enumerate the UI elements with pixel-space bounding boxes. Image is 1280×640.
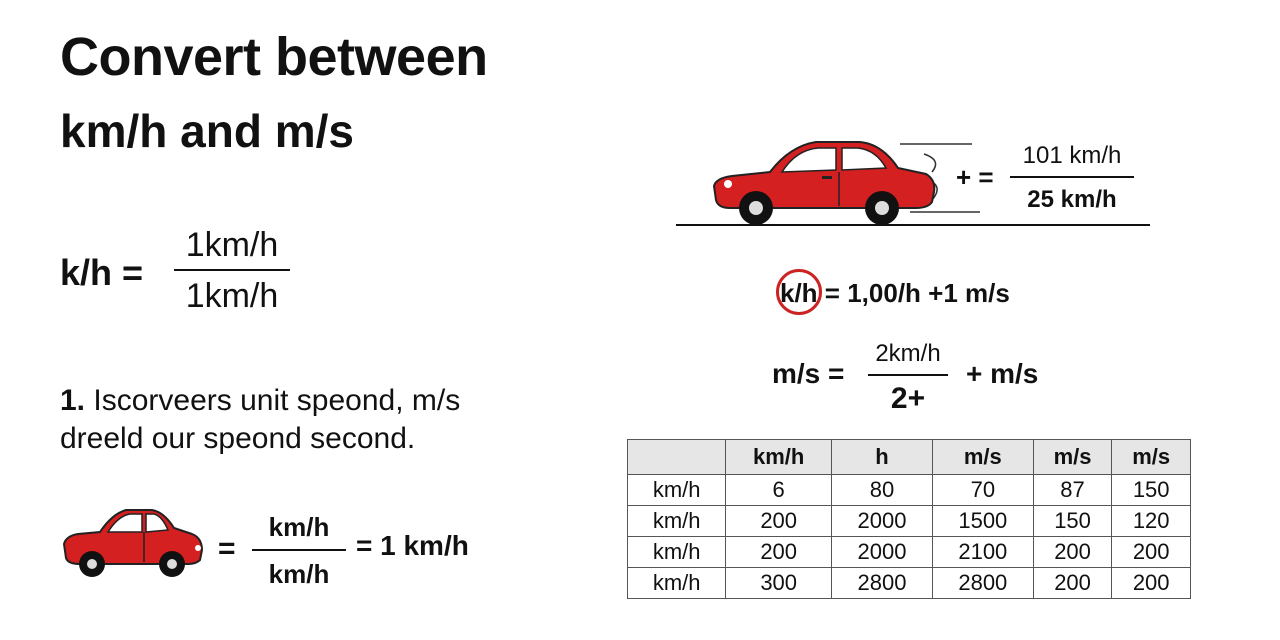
table-cell: 6 <box>726 475 832 506</box>
step-line-2: dreeld our speond second. <box>60 422 416 455</box>
table-cell: 2100 <box>932 537 1033 568</box>
fraction-bar <box>1010 176 1134 178</box>
speeding-car-icon <box>710 138 980 228</box>
table-cell: 200 <box>726 537 832 568</box>
fraction-numerator: km/h <box>268 512 330 542</box>
table-header-cell: m/s <box>932 440 1033 475</box>
step-note <box>60 382 460 458</box>
table-cell: 87 <box>1033 475 1112 506</box>
table-cell: km/h <box>628 568 726 599</box>
table-cell: 200 <box>1112 537 1191 568</box>
table-row <box>628 475 1191 506</box>
fraction-bar <box>868 374 948 376</box>
fraction-denominator: 1km/h <box>185 277 279 315</box>
table-cell: 150 <box>1112 475 1191 506</box>
step-line-1: Iscorveers unit speond, m/s <box>93 384 461 417</box>
table-cell: 120 <box>1112 506 1191 537</box>
fraction <box>174 226 290 316</box>
fraction-denominator: 25 km/h <box>1027 186 1117 213</box>
table-row <box>628 506 1191 537</box>
table-cell: 80 <box>832 475 933 506</box>
fraction-denominator: km/h <box>268 559 330 589</box>
table-cell: km/h <box>628 475 726 506</box>
equation-circled <box>780 278 1010 309</box>
fraction-bar <box>174 269 290 271</box>
equation-rest: = 1,00/h +1 m/s <box>817 278 1010 308</box>
table-cell: 2000 <box>832 537 933 568</box>
table-cell: 200 <box>1033 537 1112 568</box>
table-header-cell: h <box>832 440 933 475</box>
fraction-bar <box>252 549 346 551</box>
table-cell: 2000 <box>832 506 933 537</box>
table-header-cell: m/s <box>1033 440 1112 475</box>
table-row <box>628 537 1191 568</box>
page-title: Convert between <box>60 27 488 87</box>
table-cell: 70 <box>932 475 1033 506</box>
table-cell: 200 <box>1033 568 1112 599</box>
table-row <box>628 568 1191 599</box>
car-icon <box>60 506 206 582</box>
table-cell: 200 <box>1112 568 1191 599</box>
equation-ms <box>772 340 1072 420</box>
step-number: 1. <box>60 384 86 417</box>
equation-rhs: + m/s <box>966 358 1039 389</box>
table-cell: 200 <box>726 506 832 537</box>
conversion-table <box>627 439 1191 599</box>
table-header-row <box>628 440 1191 475</box>
fraction <box>1010 142 1134 214</box>
fraction-numerator: 101 km/h <box>1022 142 1122 169</box>
table-header-cell: m/s <box>1112 440 1191 475</box>
equals-sign: = <box>218 532 236 565</box>
fraction-denominator: 2+ <box>890 382 926 415</box>
page-subtitle: km/h and m/s <box>60 105 354 157</box>
table-cell: 2800 <box>932 568 1033 599</box>
equation-car-ratio <box>218 510 518 590</box>
road-line <box>676 224 1150 226</box>
circled-term: k/h <box>780 278 818 308</box>
table-cell: km/h <box>628 506 726 537</box>
equation-rhs: = 1 km/h <box>356 530 469 561</box>
table-cell: 150 <box>1033 506 1112 537</box>
table-cell: 1500 <box>932 506 1033 537</box>
table-header-cell: km/h <box>726 440 832 475</box>
fraction <box>868 340 948 416</box>
table-header-cell <box>628 440 726 475</box>
table-cell: km/h <box>628 537 726 568</box>
table-cell: 2800 <box>832 568 933 599</box>
fraction-numerator: 2km/h <box>875 340 941 367</box>
operators: + = <box>956 162 994 192</box>
fraction <box>252 512 346 590</box>
fraction-numerator: 1km/h <box>185 226 279 264</box>
table-cell: 300 <box>726 568 832 599</box>
equation-lhs: k/h = <box>60 252 144 293</box>
equation-lhs: m/s = <box>772 358 845 389</box>
